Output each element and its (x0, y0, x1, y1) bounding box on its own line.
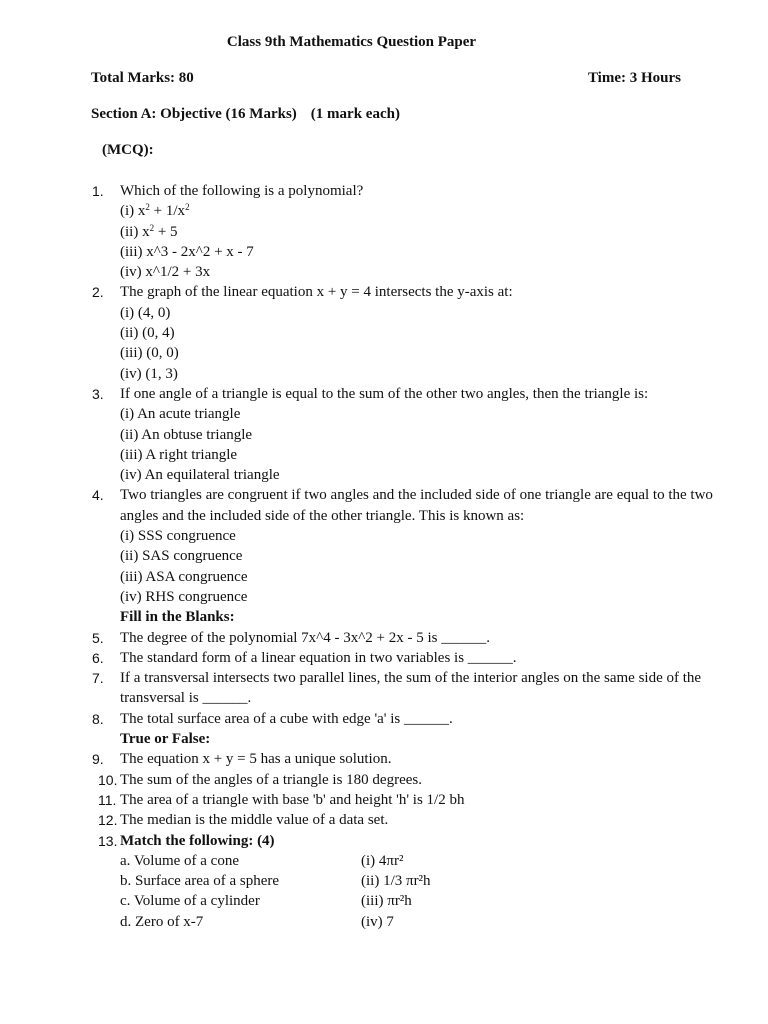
question-list (0, 181, 768, 932)
question-text: Two triangles are congruent if two angles and the included side of one triangle are equal to the two angles and the included side of the other triangle. This is known as: (120, 487, 713, 524)
match-left: c. Volume of a cylinder (120, 893, 260, 910)
question-option: (ii) SAS congruence (120, 548, 243, 565)
question-text: Which of the following is a polynomial? (120, 183, 364, 199)
question-item (0, 282, 768, 383)
question-option: (iv) (1, 3) (120, 365, 178, 382)
question-number: 1. (92, 183, 104, 199)
question-option: (iii) (0, 0) (120, 345, 179, 362)
match-row (0, 871, 768, 891)
question-option: (ii) $x^2 + 5$ (120, 222, 178, 240)
question-option: (ii) (0, 4) (120, 325, 175, 342)
question-number: 4. (92, 487, 104, 504)
question-item (0, 668, 768, 709)
question-number: 8. (92, 710, 104, 727)
paper-title: Class 9th Mathematics Question Paper (226, 34, 477, 50)
match-left: d. Zero of x-7 (120, 913, 204, 930)
question-number: 9. (92, 751, 104, 768)
match-row (0, 912, 768, 932)
fill-blanks-heading: Fill in the Blanks: (120, 609, 235, 626)
question-number: 12. (98, 812, 118, 829)
question-text: The total surface area of a cube with edge 'a' is ______. (120, 710, 453, 727)
question-number: 6. (92, 649, 104, 666)
question-option: (i) SSS congruence (120, 528, 236, 545)
question-text: The area of a triangle with base 'b' and height 'h' is 1/2 bh (120, 791, 465, 808)
question-option: (iv) RHS congruence (120, 588, 248, 605)
question-number: 11. (98, 791, 117, 808)
question-item (0, 181, 768, 282)
match-left: a. Volume of a cone (120, 852, 239, 869)
question-option: (i) $x^2 + 1/x^2$ (120, 202, 190, 220)
question-option: (iii) x^3 - 2x^2 + x - 7 (120, 243, 254, 260)
section-title: Section A: Objective (16 Marks) (91, 106, 297, 122)
match-right: (i) 4πr² (361, 852, 404, 869)
question-text: The graph of the linear equation x + y = 4 intersects the y-axis at: (120, 284, 513, 301)
question-option: (iv) x^1/2 + 3x (120, 264, 211, 281)
question-number: 10. (98, 771, 118, 788)
question-number: 3. (92, 385, 104, 402)
question-number: 7. (92, 670, 104, 687)
question-item (0, 384, 768, 485)
question-item (0, 648, 768, 668)
time-allowed: Time: 3 Hours (587, 70, 681, 86)
question-item (0, 485, 768, 607)
question-number: 13. (98, 832, 118, 849)
match-row (0, 891, 768, 911)
question-item (0, 628, 768, 648)
question-text: The equation x + y = 5 has a unique solution. (120, 751, 392, 768)
question-option: (i) (4, 0) (120, 304, 171, 321)
section-heading (91, 106, 400, 123)
question-option: (i) An acute triangle (120, 406, 241, 423)
question-item (0, 770, 768, 790)
question-number: 5. (92, 629, 104, 646)
section-note: (1 mark each) (310, 106, 400, 122)
question-option: (iii) ASA congruence (120, 568, 248, 585)
question-text: If a transversal intersects two parallel lines, the sum of the interior angles on the same side of the transversal is ______. (120, 670, 702, 707)
question-item (0, 810, 768, 830)
true-false-heading: True or False: (120, 731, 211, 748)
question-text: The standard form of a linear equation in two variables is ______. (120, 649, 517, 666)
match-right: (iv) 7 (361, 913, 394, 930)
question-text: The sum of the angles of a triangle is 180 degrees. (120, 771, 422, 788)
question-option: (ii) An obtuse triangle (120, 426, 253, 443)
question-option: (iii) A right triangle (120, 446, 238, 463)
question-item (0, 749, 768, 769)
question-item (0, 709, 768, 729)
question-text: The median is the middle value of a data set. (120, 812, 389, 829)
match-right: (iii) πr²h (361, 893, 412, 910)
mcq-label: (MCQ): (102, 142, 154, 158)
total-marks: Total Marks: 80 (91, 70, 194, 86)
question-option: (iv) An equilateral triangle (120, 467, 280, 484)
question-text: The degree of the polynomial 7x^4 - 3x^2 + 2x - 5 is ______. (120, 629, 490, 646)
match-left: b. Surface area of a sphere (120, 873, 280, 890)
marks-time-row (91, 70, 681, 87)
question-text: If one angle of a triangle is equal to the sum of the other two angles, then the triangle is: (120, 385, 649, 402)
question-text: Match the following: (4) (120, 832, 275, 849)
match-row (0, 851, 768, 871)
question-item (0, 831, 768, 932)
question-number: 2. (92, 284, 104, 301)
match-right: (ii) 1/3 πr²h (361, 873, 431, 890)
question-item (0, 790, 768, 810)
